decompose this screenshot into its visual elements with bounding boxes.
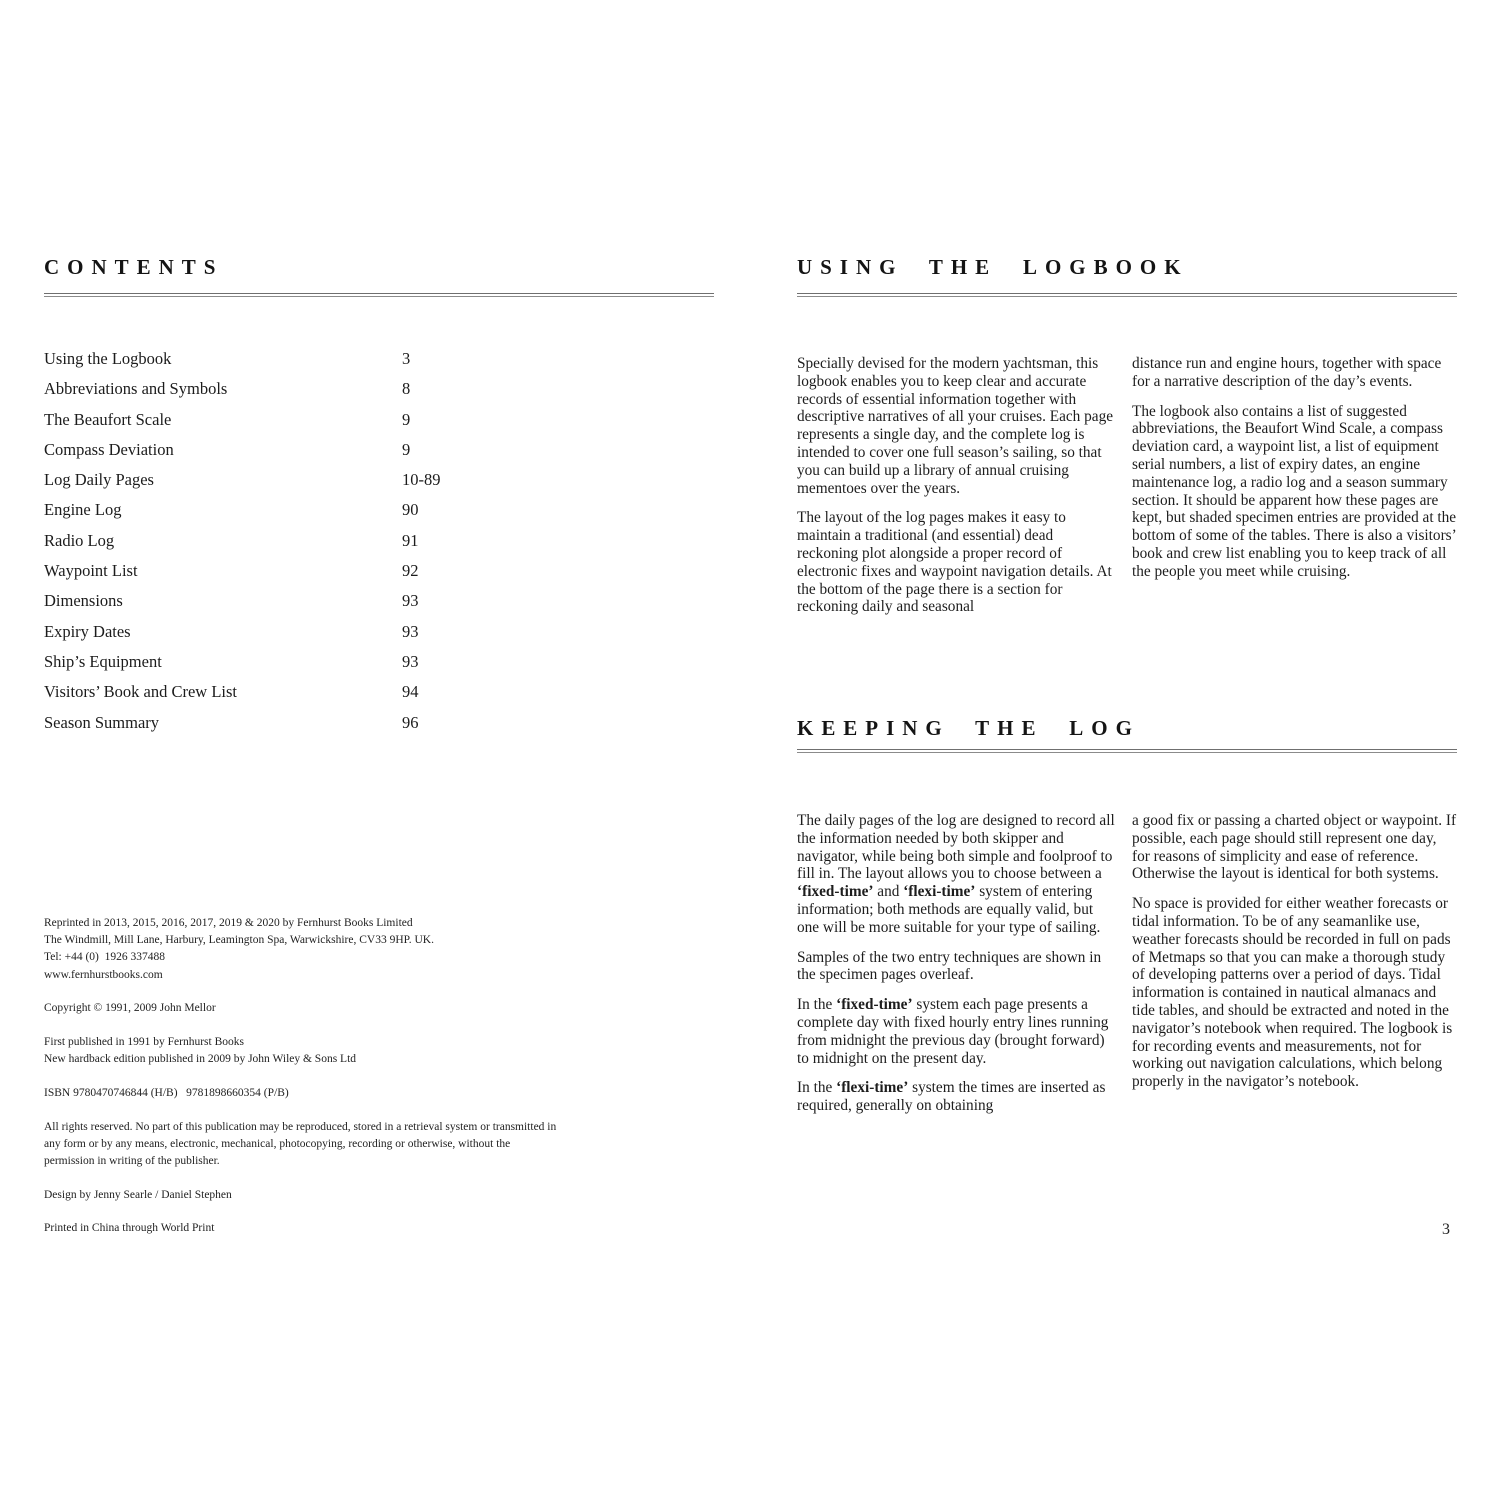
keeping-the-log-column-2 [1132, 812, 1457, 1127]
text-run: a good fix or passing a charted object or waypoint. If possible, each page should still represent one day, for reasons of simplicity and ease of reference. Otherwise the layout is identical for both systems. [1132, 812, 1457, 883]
toc-row [44, 501, 714, 518]
toc-row [44, 441, 714, 458]
toc-item-label: Expiry Dates [44, 621, 131, 641]
toc-item-page: 9 [402, 439, 411, 459]
toc-row [44, 411, 714, 428]
text-run: Specially devised for the modern yachtsman, this logbook enables you to keep clear and accurate records of essential information together with descriptive narratives of all your cruises. Each page represents a single day, and the complete log is intended to cover one full season’s sailing, so that you can build up a library of annual cruising mementoes over the years. [797, 355, 1114, 497]
toc-row [44, 592, 714, 609]
toc-item-page: 96 [402, 712, 419, 732]
text-run: In the [797, 996, 837, 1014]
keeping-the-log-columns [797, 812, 1457, 1127]
using-logbook-title: USING THE LOGBOOK [797, 255, 1189, 279]
toc-item-page: 93 [402, 591, 419, 611]
imprint-line: Reprinted in 2013, 2015, 2016, 2017, 2019 & 2020 by Fernhurst Books Limited The Windmill, Mill Lane, Harbury, Leamington Spa, Warwickshire, CV33 9HP. UK. Tel: +44 (0) 1926 337488 www.fernhurstbooks.com [44, 917, 434, 981]
contents-title-rule [44, 293, 714, 297]
paragraph [1132, 812, 1457, 883]
paragraph [797, 812, 1115, 937]
bold-term: ‘flexi-time’ [903, 883, 976, 901]
toc-item-label: Using the Logbook [44, 349, 172, 368]
using-logbook-title-rule [797, 293, 1457, 297]
toc-item-label: Log Daily Pages [44, 470, 154, 490]
imprint-line: First published in 1991 by Fernhurst Books New hardback edition published in 2009 by John Wiley & Sons Ltd [44, 1036, 357, 1066]
imprint-block [44, 915, 559, 1254]
using-logbook-column-2 [1132, 355, 1457, 628]
text-run: The daily pages of the log are designed to record all the information needed by both skipper and navigator, while being both simple and foolproof to fill in. The layout allows you to choose between a [797, 812, 1115, 883]
text-run: Samples of the two entry techniques are shown in the specimen pages overleaf. [797, 948, 1102, 984]
toc-item-page: 93 [402, 621, 419, 641]
toc-row [44, 532, 714, 549]
toc-item-page: 93 [402, 651, 419, 671]
text-run: The logbook also contains a list of suggested abbreviations, the Beaufort Wind Scale, a compass deviation card, a waypoint list, a list of equipment serial numbers, a list of expiry dates, an engine maintenance log, a radio log and a season summary section. It should be apparent how these pages are kept, but shaded specimen entries are provided at the bottom of some of the tables. There is also a visitors’ book and crew list enabling you to keep track of all the people you meet while cruising. [1132, 402, 1457, 580]
toc-list [44, 350, 714, 744]
imprint-line: ISBN 9780470746844 (H/B) 9781898660354 (P/B) [44, 1086, 289, 1099]
text-run: system the times are inserted as required, generally on obtaining [797, 1079, 1106, 1115]
keeping-the-log-title-rule [797, 749, 1457, 753]
toc-item-label: Engine Log [44, 500, 122, 520]
paragraph [797, 355, 1115, 497]
toc-row [44, 350, 714, 367]
toc-row [44, 714, 714, 731]
toc-item-page: 94 [402, 682, 419, 702]
toc-row [44, 623, 714, 640]
imprint-line: Design by Jenny Searle / Daniel Stephen [44, 1188, 232, 1201]
toc-item-label: Dimensions [44, 591, 123, 611]
toc-item-label: Radio Log [44, 530, 115, 550]
toc-item-label: The Beaufort Scale [44, 409, 172, 429]
toc-item-page: 92 [402, 561, 419, 581]
toc-item-label: Waypoint List [44, 561, 138, 581]
paragraph [1132, 355, 1457, 391]
text-run: and [873, 883, 904, 901]
text-run: system each page presents a complete day with fixed hourly entry lines running from midnight the previous day (brought forward) to midnight on the present day. [797, 996, 1109, 1067]
toc-row [44, 380, 714, 397]
toc-item-page: 3 [402, 349, 411, 368]
bold-term: ‘flexi-time’ [836, 1079, 909, 1097]
toc-item-page: 90 [402, 500, 419, 520]
paragraph [797, 949, 1115, 985]
paragraph [797, 509, 1115, 616]
imprint-line: Copyright © 1991, 2009 John Mellor [44, 1002, 216, 1015]
toc-item-label: Abbreviations and Symbols [44, 379, 228, 399]
toc-item-page: 91 [402, 530, 419, 550]
imprint-line: All rights reserved. No part of this publication may be reproduced, stored in a retrieval system or transmitted in any form or by any means, electronic, mechanical, photocopying, recording or otherwise, without the permission in writing of the publisher. [44, 1120, 557, 1168]
text-run: distance run and engine hours, together with space for a narrative description of the day’s events. [1132, 355, 1442, 390]
toc-row [44, 683, 714, 700]
contents-title: CONTENTS [44, 255, 224, 279]
text-run: No space is provided for either weather forecasts or tidal information. To be of any seamanlike use, weather forecasts should be recorded in full on pads of Metmaps so that you can make a thorough study of developing patterns over a period of days. Tidal information is contained in nautical almanacs and tide tables, and should be extracted and noted in the navigator’s notebook when required. The logbook is for recording events and measurements, not for working out navigation calculations, which belong properly in the navigator’s notebook. [1132, 895, 1453, 1091]
text-run: In the [797, 1079, 837, 1097]
toc-row [44, 562, 714, 579]
toc-item-page: 10-89 [402, 470, 441, 490]
keeping-the-log-column-1 [797, 812, 1115, 1127]
paragraph [1132, 403, 1457, 581]
paragraph [797, 996, 1115, 1067]
keeping-the-log-title: KEEPING THE LOG [797, 716, 1140, 740]
paragraph [797, 1079, 1115, 1115]
bold-term: ‘fixed-time’ [836, 996, 913, 1014]
toc-item-page: 9 [402, 409, 411, 429]
toc-item-label: Compass Deviation [44, 439, 174, 459]
imprint-line: Printed in China through World Print [44, 1222, 215, 1235]
toc-row [44, 653, 714, 670]
toc-item-label: Visitors’ Book and Crew List [44, 682, 238, 702]
toc-row [44, 471, 714, 488]
bold-term: ‘fixed-time’ [797, 883, 874, 901]
text-run: The layout of the log pages makes it easy to maintain a traditional (and essential) dead reckoning plot alongside a proper record of electronic fixes and waypoint navigation details. At the bottom of the page there is a section for reckoning daily and seasonal [797, 509, 1112, 616]
paragraph [1132, 895, 1457, 1091]
using-logbook-columns [797, 355, 1457, 628]
text-run: system of entering information; both methods are equally valid, but one will be more suitable for your type of sailing. [797, 883, 1101, 936]
page-number: 3 [1442, 1221, 1450, 1238]
toc-item-page: 8 [402, 379, 411, 399]
toc-item-label: Season Summary [44, 712, 160, 732]
using-logbook-column-1 [797, 355, 1115, 628]
toc-item-label: Ship’s Equipment [44, 651, 162, 671]
